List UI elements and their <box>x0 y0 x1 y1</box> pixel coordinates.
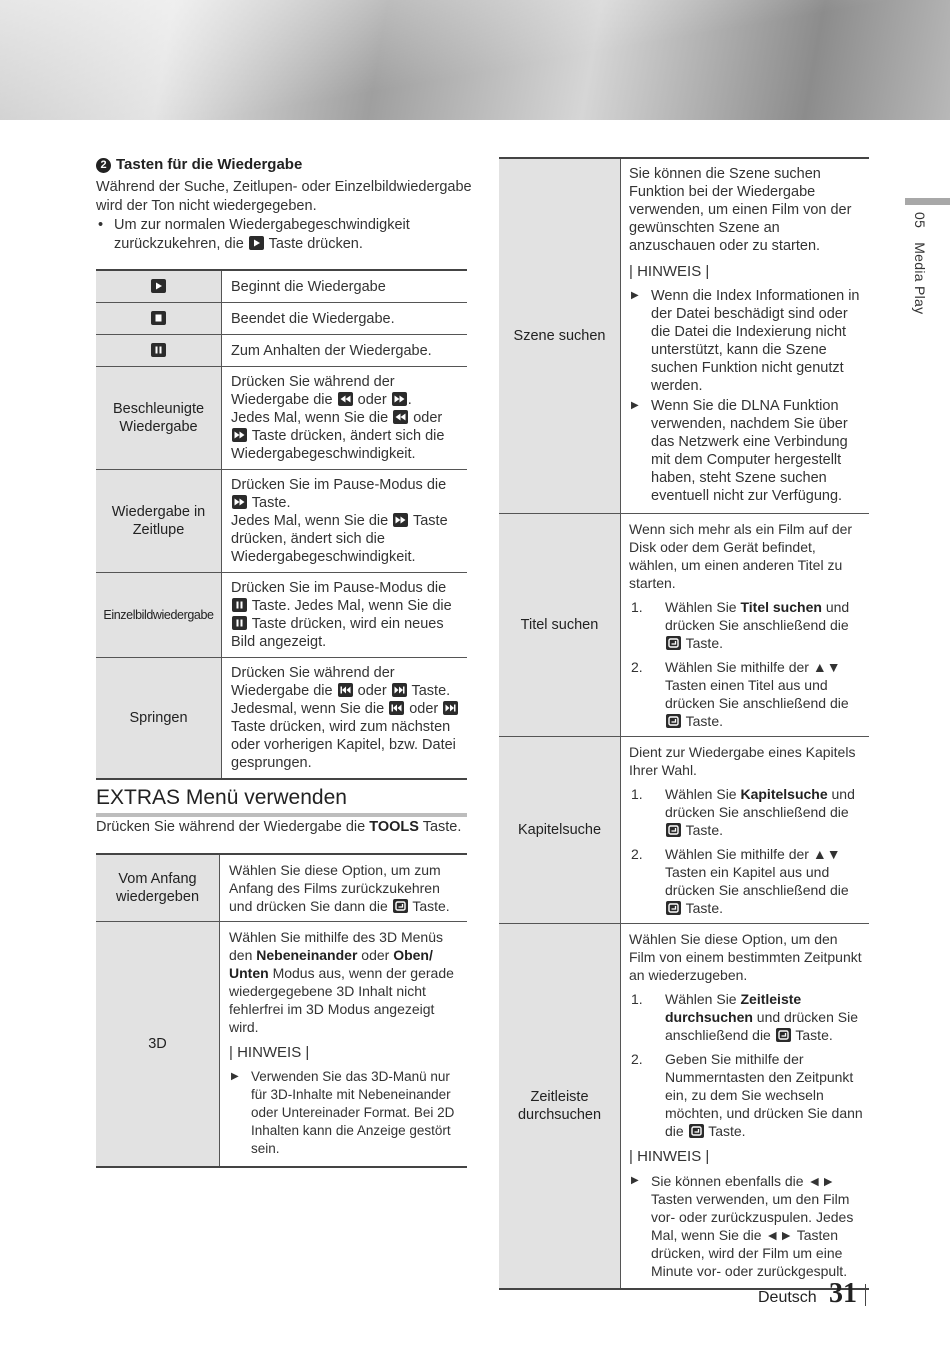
table-row <box>96 270 467 303</box>
note-heading: | HINWEIS | <box>629 1148 710 1165</box>
skip-text-4: Jedesmal, wenn Sie die <box>231 701 385 717</box>
top-bottom-option: Oben/ Unten <box>229 947 433 981</box>
play-description: Beginnt die Wiedergabe <box>222 270 468 303</box>
extras-menu-title: EXTRAS Menü verwenden <box>96 786 347 809</box>
section-title-text: Tasten für die Wiedergabe <box>116 156 303 173</box>
footer-divider <box>865 1284 866 1306</box>
search-functions-table <box>499 157 869 1290</box>
step-text-pre: Geben Sie mithilfe der Nummerntasten den Zeitpunkt ein, zu dem Sie wechseln möchten, und drücken Sie dann die <box>665 1051 863 1139</box>
skip-description <box>222 658 468 780</box>
three-d-text <box>229 928 461 1036</box>
skip-label: Springen <box>96 658 222 780</box>
step-text-3: Taste drücken, wird ein neues Bild angezeigt. <box>231 616 444 650</box>
step-number: 1. <box>631 991 643 1007</box>
scene-search-description <box>621 158 870 514</box>
slow-playback-description <box>222 470 468 573</box>
chapter-search-description <box>621 737 870 924</box>
skip-back-key-icon <box>389 701 404 715</box>
step-text-mid: und drücken Sie anschließend die <box>665 786 855 820</box>
pause-key-cell <box>96 335 222 367</box>
triangle-bullet-icon: ▶ <box>631 290 639 301</box>
intro-bullet <box>96 216 476 254</box>
extras-title-rule <box>96 813 467 817</box>
bullet-dot: • <box>98 217 104 233</box>
step-item <box>629 1050 863 1140</box>
step-number: 1. <box>631 599 643 615</box>
step-text-mid: und drücken Sie anschließend die <box>665 599 850 633</box>
stop-description: Beendet die Wiedergabe. <box>222 303 468 335</box>
pause-key-icon <box>232 616 247 630</box>
step-number: 1. <box>631 786 643 802</box>
chapter-tab-marker <box>905 198 950 205</box>
table-row <box>96 335 467 367</box>
fast-text-1: Drücken Sie während der Wiedergabe die <box>231 374 395 408</box>
fast-text-5: oder <box>413 410 443 426</box>
note-heading: | HINWEIS | <box>229 1044 310 1061</box>
step-text-pre: Wählen Sie <box>665 786 737 802</box>
step-text <box>665 785 863 839</box>
side-by-side-option: Nebeneinander <box>256 947 358 963</box>
triangle-bullet-icon: ▶ <box>631 400 639 411</box>
triangle-bullet-icon: ▶ <box>231 1071 239 1082</box>
enter-key-icon <box>666 901 681 915</box>
chapter-number: 05 <box>912 212 928 229</box>
step-number: 2. <box>631 846 643 862</box>
skip-text-2: oder <box>357 683 387 699</box>
enter-key-icon <box>393 899 408 913</box>
fast-text-3: . <box>407 392 412 408</box>
skip-text-5: oder <box>409 701 439 717</box>
scene-search-label: Szene suchen <box>499 158 621 514</box>
step-item <box>629 598 863 652</box>
intro-text: Während der Suche, Zeitlupen- oder Einzelbildwiedergabe wird der Ton nicht wiedergegeben. <box>96 179 472 214</box>
fast-forward-key-icon <box>393 513 408 527</box>
step-text <box>665 845 863 917</box>
step-text-pre: Wählen Sie mithilfe der ▲▼ Tasten einen Titel aus und drücken Sie anschließend die <box>665 659 849 711</box>
note-heading: | HINWEIS | <box>629 263 710 280</box>
extras-intro-post: Taste. <box>422 819 462 835</box>
table-row <box>499 737 869 924</box>
fast-text-6: Taste drücken, ändert sich die Wiedergabegeschwindigkeit. <box>231 428 445 462</box>
slow-text-2: Taste. <box>251 495 291 511</box>
slow-text-1: Drücken Sie im Pause-Modus die <box>231 477 447 493</box>
note-item <box>229 1068 461 1158</box>
table-row <box>96 573 467 658</box>
chapter-title: Media Play <box>912 242 928 315</box>
extras-intro <box>96 819 461 835</box>
step-number: 2. <box>631 1051 643 1067</box>
step-playback-label: Einzelbildwiedergabe <box>96 573 222 658</box>
fast-text-2: oder <box>357 392 387 408</box>
step-text-pre: Wählen Sie mithilfe der ▲▼ Tasten ein Kapitel aus und drücken Sie anschließend die <box>665 846 849 898</box>
step-playback-description <box>222 573 468 658</box>
chapter-search-label: Kapitelsuche <box>499 737 621 924</box>
play-key-icon <box>249 236 264 250</box>
stop-key-icon <box>151 311 166 325</box>
bullet-text <box>114 216 476 254</box>
enter-key-icon <box>666 823 681 837</box>
slow-text-3: Jedes Mal, wenn Sie die <box>231 513 389 529</box>
time-search-label: Zeitleiste durchsuchen <box>499 924 621 1290</box>
step-text-post: Taste. <box>795 1027 833 1043</box>
table-row <box>96 922 467 1168</box>
start-over-label: Vom Anfang wiedergeben <box>96 854 220 922</box>
bullet-text-pre: Um zur normalen Wiedergabegeschwindigkeit zurückzukehren, die <box>114 217 410 252</box>
table-row <box>96 658 467 780</box>
table-row <box>96 854 467 922</box>
start-over-description <box>220 854 468 922</box>
fast-forward-key-icon <box>232 428 247 442</box>
pause-description: Zum Anhalten der Wiedergabe. <box>222 335 468 367</box>
step-text <box>665 990 863 1044</box>
rewind-key-icon <box>338 392 353 406</box>
table-row <box>499 514 869 737</box>
step-text-pre: Wählen Sie <box>665 991 737 1007</box>
chapter-search-text: Dient zur Wiedergabe eines Kapitels Ihrer Wahl. <box>629 744 856 778</box>
table-row <box>499 158 869 514</box>
table-row <box>96 470 467 573</box>
pause-key-icon <box>232 598 247 612</box>
title-search-option: Titel suchen <box>740 599 822 615</box>
note-text: Sie können ebenfalls die ◄► Tasten verwenden, um den Film vor- oder zurückzuspulen. Jedes Mal, wenn Sie die ◄► Tasten drücken, wird der Film um eine Minute vor- oder zurückgespult. <box>651 1173 854 1279</box>
extras-options-table <box>96 853 467 1168</box>
step-text-2: Taste. Jedes Mal, wenn Sie die <box>251 598 452 614</box>
skip-text-3: Taste. <box>411 683 451 699</box>
bullet-text-post: Taste drücken. <box>268 236 363 252</box>
enter-key-icon <box>689 1124 704 1138</box>
stop-key-cell <box>96 303 222 335</box>
header-banner <box>0 0 950 120</box>
section-number-badge: 2 <box>96 158 111 173</box>
fast-forward-key-icon <box>392 392 407 406</box>
enter-key-icon <box>776 1028 791 1042</box>
title-search-description <box>621 514 870 737</box>
playback-intro <box>96 178 476 254</box>
time-search-option: Zeitleiste durchsuchen <box>665 991 802 1025</box>
skip-forward-key-icon <box>443 701 458 715</box>
slow-playback-label: Wiedergabe in Zeitlupe <box>96 470 222 573</box>
step-text-1: Drücken Sie im Pause-Modus die <box>231 580 447 596</box>
step-item <box>629 785 863 839</box>
skip-text-1: Drücken Sie während der Wiedergabe die <box>231 665 395 699</box>
step-text <box>665 598 863 652</box>
step-text <box>665 658 863 730</box>
skip-back-key-icon <box>338 683 353 697</box>
enter-key-icon <box>666 636 681 650</box>
step-text-post: Taste. <box>685 713 723 729</box>
skip-text-6: Taste drücken, wird zum nächsten oder vorherigen Kapitel, bzw. Datei gesprungen. <box>231 719 456 771</box>
three-d-text-3: Modus aus, wenn der gerade wiedergegebene 3D Inhalt nicht fehlerfrei im 3D Modus angezeigt wird. <box>229 965 454 1035</box>
step-number: 2. <box>631 659 643 675</box>
playback-section-title <box>96 156 302 173</box>
three-d-text-1: Wählen Sie mithilfe des 3D Menüs den <box>229 929 443 963</box>
slow-text-4: Taste drücken, ändert sich die Wiedergabegeschwindigkeit. <box>231 513 448 565</box>
title-search-text: Wenn sich mehr als ein Film auf der Disk oder dem Gerät befindet, wählen, um einen anderen Titel zu starten. <box>629 521 853 591</box>
three-d-description <box>220 922 468 1168</box>
three-d-text-2: oder <box>361 947 390 963</box>
chapter-side-label <box>912 212 928 328</box>
fast-playback-description <box>222 367 468 470</box>
note-item <box>629 1172 863 1280</box>
page-number: 31 <box>829 1278 857 1309</box>
table-row <box>96 303 467 335</box>
time-search-text: Wählen Sie diese Option, um den Film von einem bestimmten Zeitpunkt an wiederzugeben. <box>629 931 862 983</box>
table-row <box>499 924 869 1290</box>
enter-key-icon <box>666 714 681 728</box>
step-text-pre: Wählen Sie <box>665 599 737 615</box>
triangle-bullet-icon: ▶ <box>631 1175 639 1186</box>
playback-buttons-table <box>96 269 467 780</box>
fast-text-4: Jedes Mal, wenn Sie die <box>231 410 389 426</box>
step-text-mid: und drücken Sie anschließend die <box>665 1009 858 1043</box>
note-text: Wenn die Index Informationen in der Datei beschädigt sind oder die Datei die Indexierung nicht unterstützt, kann die Szene suchen Funktion nicht genutzt werden. <box>651 288 860 394</box>
step-text-post: Taste. <box>685 822 723 838</box>
tools-key-name: TOOLS <box>369 819 419 835</box>
step-text-post: Taste. <box>708 1123 746 1139</box>
note-item <box>629 397 863 505</box>
pause-key-icon <box>151 343 166 357</box>
note-text: Verwenden Sie das 3D-Manü nur für 3D-Inhalte mit Nebeneinander oder Untereinader Format. Bei 2D Inhalten kann die Anzeige gestört sein. <box>251 1069 455 1156</box>
step-text <box>665 1050 863 1140</box>
extras-intro-pre: Drücken Sie während der Wiedergabe die <box>96 819 366 835</box>
play-key-cell <box>96 270 222 303</box>
step-text-post: Taste. <box>685 635 723 651</box>
time-search-description <box>621 924 870 1290</box>
three-d-label: 3D <box>96 922 220 1168</box>
fast-forward-key-icon <box>232 495 247 509</box>
rewind-key-icon <box>393 410 408 424</box>
fast-playback-label: Beschleunigte Wiedergabe <box>96 367 222 470</box>
footer-language: Deutsch <box>758 1289 817 1306</box>
start-text-1: Wählen Sie diese Option, um zum Anfang des Films zurückzukehren und drücken Sie dann die <box>229 862 441 914</box>
step-item <box>629 658 863 730</box>
start-text-2: Taste. <box>412 898 450 914</box>
chapter-search-option: Kapitelsuche <box>740 786 828 802</box>
scene-search-text: Sie können die Szene suchen Funktion bei der Wiedergabe verwenden, um einen Film von der gewünschten Szene an anzuschauen oder zu starten. <box>629 166 852 254</box>
play-key-icon <box>151 279 166 293</box>
note-text: Wenn Sie die DLNA Funktion verwenden, nachdem Sie über das Netzwerk eine Verbindung mit dem Computer hergestellt haben, steht Szene suchen eventuell nicht zur Verfügung. <box>651 398 848 504</box>
step-item <box>629 845 863 917</box>
header-shine <box>0 0 950 120</box>
step-text-post: Taste. <box>685 900 723 916</box>
note-item <box>629 287 863 395</box>
table-row <box>96 367 467 470</box>
skip-forward-key-icon <box>392 683 407 697</box>
title-search-label: Titel suchen <box>499 514 621 737</box>
step-item <box>629 990 863 1044</box>
